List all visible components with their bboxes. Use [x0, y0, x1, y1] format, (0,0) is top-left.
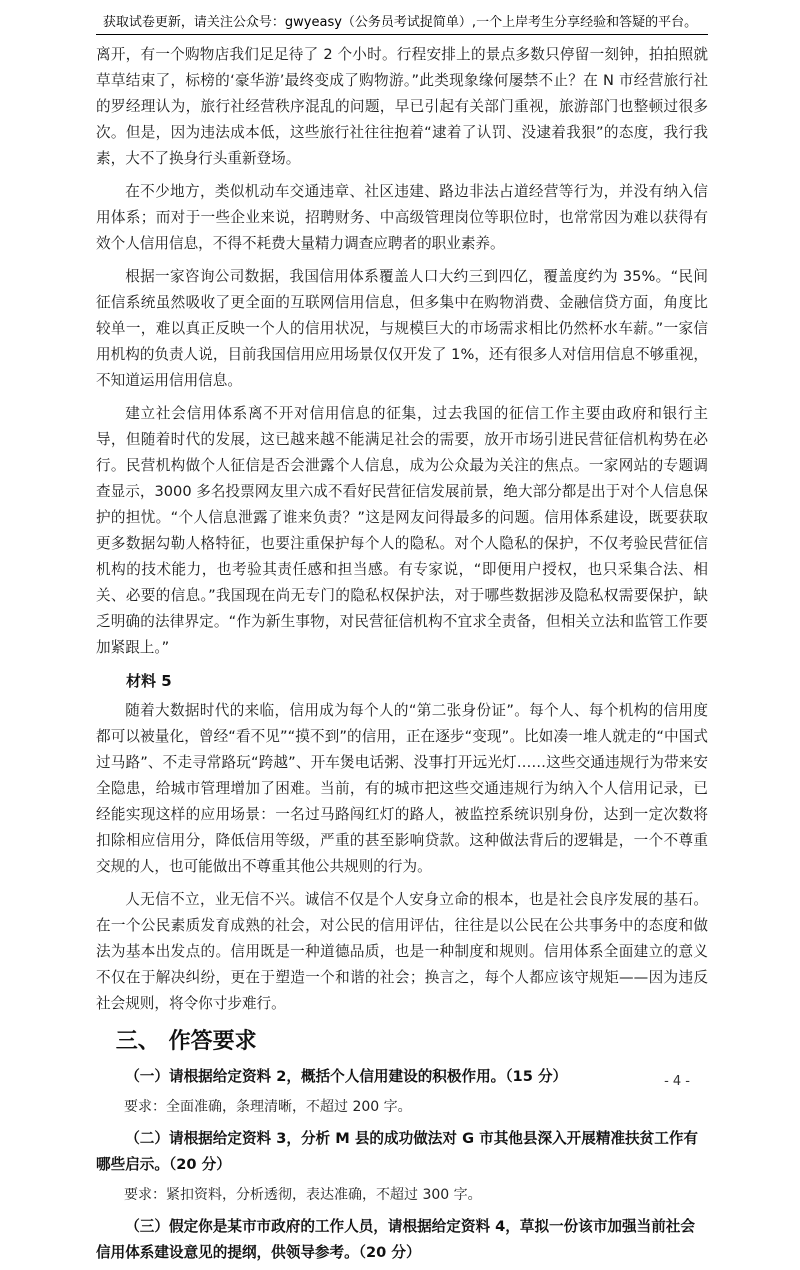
page-number: - 4 - — [664, 1074, 690, 1089]
paragraph-material-5-a: 随着大数据时代的来临，信用成为每个人的“第二张身份证”。每个人、每个机构的信用度都可以被量化，曾经“看不见”“摸不到”的信用，正在逐步“变现”。比如凑一堆人就走的“中国式过马路”、不走寻常路玩“跨越”、开车煲电话粥、没事打开远光灯……这些交通违规行为带来安全隐患，给城市管理增加了困难。当前，有的城市把这些交通违规行为纳入个人信用记录，已经能实现这样的应用场景：一名过马路闯红灯的路人，被监控系统识别身份，达到一定次数将扣除相应信用分，降低信用等级，严重的甚至影响贷款。这种做法背后的逻辑是，一个不尊重交规的人，也可能做出不尊重其他公共规则的行为。 — [96, 702, 708, 875]
question-1: （一）请根据给定资料 2，概括个人信用建设的积极作用。（15 分） — [125, 1068, 568, 1085]
paragraph-material-5-b: 人无信不立，业无信不兴。诚信不仅是个人安身立命的根本，也是社会良序发展的基石。在一个公民素质发育成熟的社会，对公民的信用评估，往往是以公民在公共事务中的态度和做法为基本出发点的。信用既是一种道德品质，也是一种制度和规则。信用体系全面建立的意义不仅在于解决纠纷，更在于塑造一个和谐的社会；换言之，每个人都应该守规矩——因为违反社会规则，将令你寸步难行。 — [96, 891, 708, 1012]
paragraph-credit-system-gap: 在不少地方，类似机动车交通违章、社区违建、路边非法占道经营等行为，并没有纳入信用体系；而对于一些企业来说，招聘财务、中高级管理岗位等职位时，也常常因为难以获得有效个人信用信息，不得不耗费大量精力调查应聘者的职业素养。 — [96, 183, 708, 252]
requirement-1: 要求：全面准确，条理清晰，不超过 200 字。 — [124, 1099, 412, 1115]
section-heading — [96, 1024, 708, 1060]
paragraph-continued: 离开，有一个购物店我们足足待了 2 个小时。行程安排上的景点多数只停留一刻钟，拍拍照就草草结束了，标榜的‘豪华游’最终变成了购物游。”此类现象缘何屡禁不止？在 N 市经营旅行社的罗经理认为，旅行社经营秩序混乱的问题，早已引起有关部门重视，旅游部门也整顿过很多次。但是，因为违法成本低，这些旅行社往往抱着“逮着了认罚、没逮着我狠”的态度，我行我素，大不了换身行头重新登场。 — [96, 46, 708, 167]
section-number: 三、 — [115, 1029, 160, 1054]
page-header-notice: 获取试卷更新，请关注公众号：gwyeasy（公务员考试捉简单）,一个上岸考生分享经验和答疑的平台。 — [102, 15, 698, 30]
section-title: 作答要求 — [168, 1029, 257, 1054]
paragraph-private-credit: 建立社会信用体系离不开对信用信息的征集，过去我国的征信工作主要由政府和银行主导，但随着时代的发展，这已越来越不能满足社会的需要，放开市场引进民营征信机构势在必行。民营机构做个人征信是否会泄露个人信息，成为公众最为关注的焦点。一家网站的专题调查显示，3000 多名投票网友里六成不看好民营征信发展前景，绝大部分都是出于对个人信息保护的担忧。“个人信息泄露了谁来负责？”这是网友问得最多的问题。信用体系建设，既要获取更多数据勾勒人格特征，也要注重保护每个人的隐私。对个人隐私的保护，不仅考验民营征信机构的技术能力，也考验其责任感和担当感。有专家说，“即便用户授权，也只采集合法、相关、必要的信息。”我国现在尚无专门的隐私权保护法，对于哪些数据涉及隐私权需要保护，缺乏明确的法律界定。“作为新生事物，对民营征信机构不宜求全责备，但相关立法和监管工作要加紧跟上。” — [96, 405, 708, 656]
document-body — [96, 42, 708, 1270]
material-5-title: 材料 5 — [126, 672, 172, 690]
question-3: （三）假定你是某市市政府的工作人员，请根据给定资料 4，草拟一份该市加强当前社会信用体系建设意见的提纲，供领导参考。（20 分） — [96, 1218, 695, 1261]
header-divider — [96, 34, 708, 35]
requirement-2: 要求：紧扣资料，分析透彻，表达准确，不超过 300 字。 — [124, 1187, 482, 1203]
question-2: （二）请根据给定资料 3，分析 M 县的成功做法对 G 市其他县深入开展精准扶贫工作有哪些启示。（20 分） — [96, 1130, 699, 1173]
paragraph-coverage-data: 根据一家咨询公司数据，我国信用体系覆盖人口大约三到四亿，覆盖度约为 35%。“民间征信系统虽然吸收了更全面的互联网信用信息，但多集中在购物消费、金融信贷方面，角度比较单一，难以真正反映一个人的信用状况，与规模巨大的市场需求相比仍然杯水车薪。”一家信用机构的负责人说，目前我国信用应用场景仅仅开发了 1%，还有很多人对信用信息不够重视，不知道运用信用信息。 — [96, 268, 708, 389]
